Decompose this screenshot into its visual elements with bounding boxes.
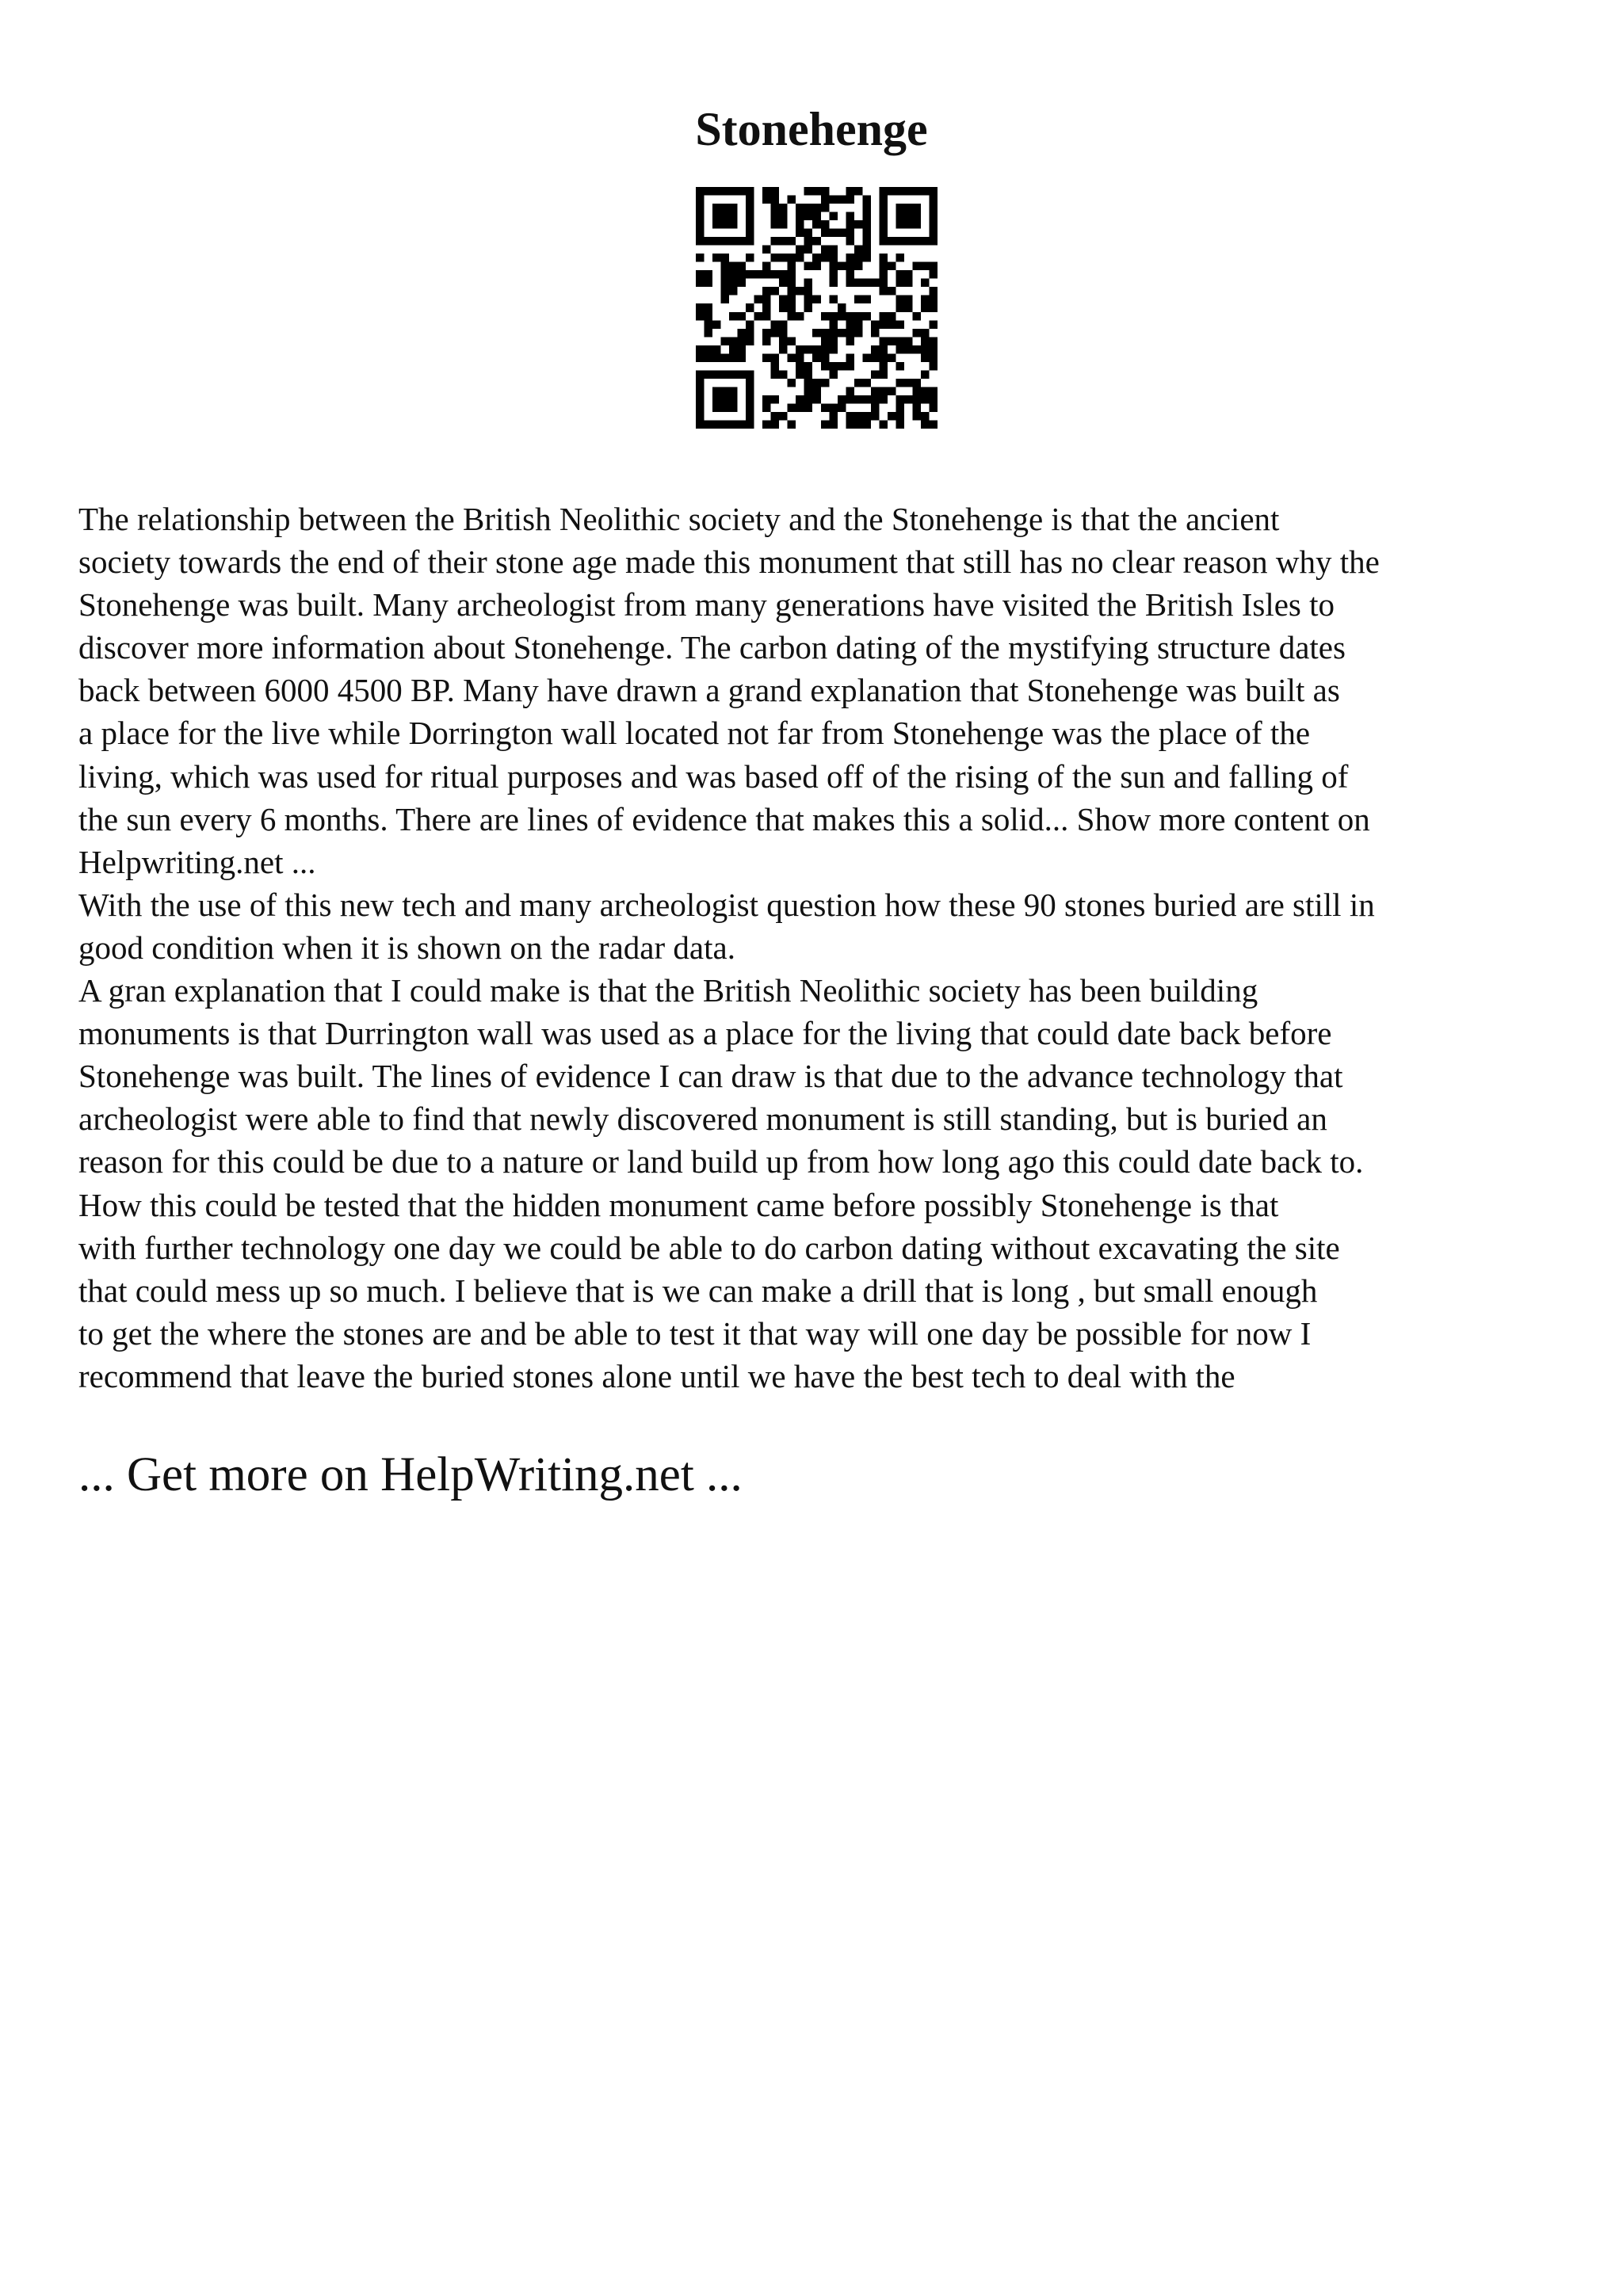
body-line: Stonehenge was built. Many archeologist from many generations have visited the British Isles to [78,586,1335,624]
body-line: A gran explanation that I could make is that the British Neolithic society has been building [78,972,1258,1009]
body-line: monuments is that Durrington wall was used as a place for the living that could date back before [78,1015,1332,1052]
qr-code-icon[interactable] [696,187,938,429]
body-line: With the use of this new tech and many archeologist question how these 90 stones buried are still in [78,886,1375,923]
body-line: reason for this could be due to a nature or land build up from how long ago this could date back to. [78,1143,1364,1180]
article-body [78,498,1568,1398]
get-more-link[interactable]: ... Get more on HelpWriting.net ... [78,1448,743,1501]
body-line: a place for the live while Dorrington wall located not far from Stonehenge was the place of the [78,715,1311,752]
body-line: The relationship between the British Neolithic society and the Stonehenge is that the ancient [78,501,1280,537]
body-line: the sun every 6 months. There are lines of evidence that makes this a solid... Show more content on [78,800,1370,837]
body-line: that could mess up so much. I believe that is we can make a drill that is long , but small enough [78,1272,1318,1309]
body-line: archeologist were able to find that newly discovered monument is still standing, but is buried an [78,1100,1327,1138]
body-line: good condition when it is shown on the radar data. [78,929,735,966]
body-line: How this could be tested that the hidden monument came before possibly Stonehenge is that [78,1186,1279,1223]
page-title: Stonehenge [695,103,928,155]
body-line: back between 6000 4500 BP. Many have drawn a grand explanation that Stonehenge was built as [78,672,1340,709]
body-line: with further technology one day we could be able to do carbon dating without excavating the site [78,1229,1340,1266]
body-line: society towards the end of their stone age made this monument that still has no clear reason why the [78,543,1380,581]
body-line: Stonehenge was built. The lines of evidence I can draw is that due to the advance technology that [78,1058,1343,1095]
body-line: to get the where the stones are and be able to test it that way will one day be possible for now I [78,1314,1312,1352]
body-line: living, which was used for ritual purposes and was based off of the rising of the sun and falling of [78,757,1349,795]
body-line: recommend that leave the buried stones alone until we have the best tech to deal with the [78,1357,1235,1394]
body-line: discover more information about Stonehenge. The carbon dating of the mystifying structure dates [78,629,1346,666]
body-line: Helpwriting.net ... [78,843,316,880]
